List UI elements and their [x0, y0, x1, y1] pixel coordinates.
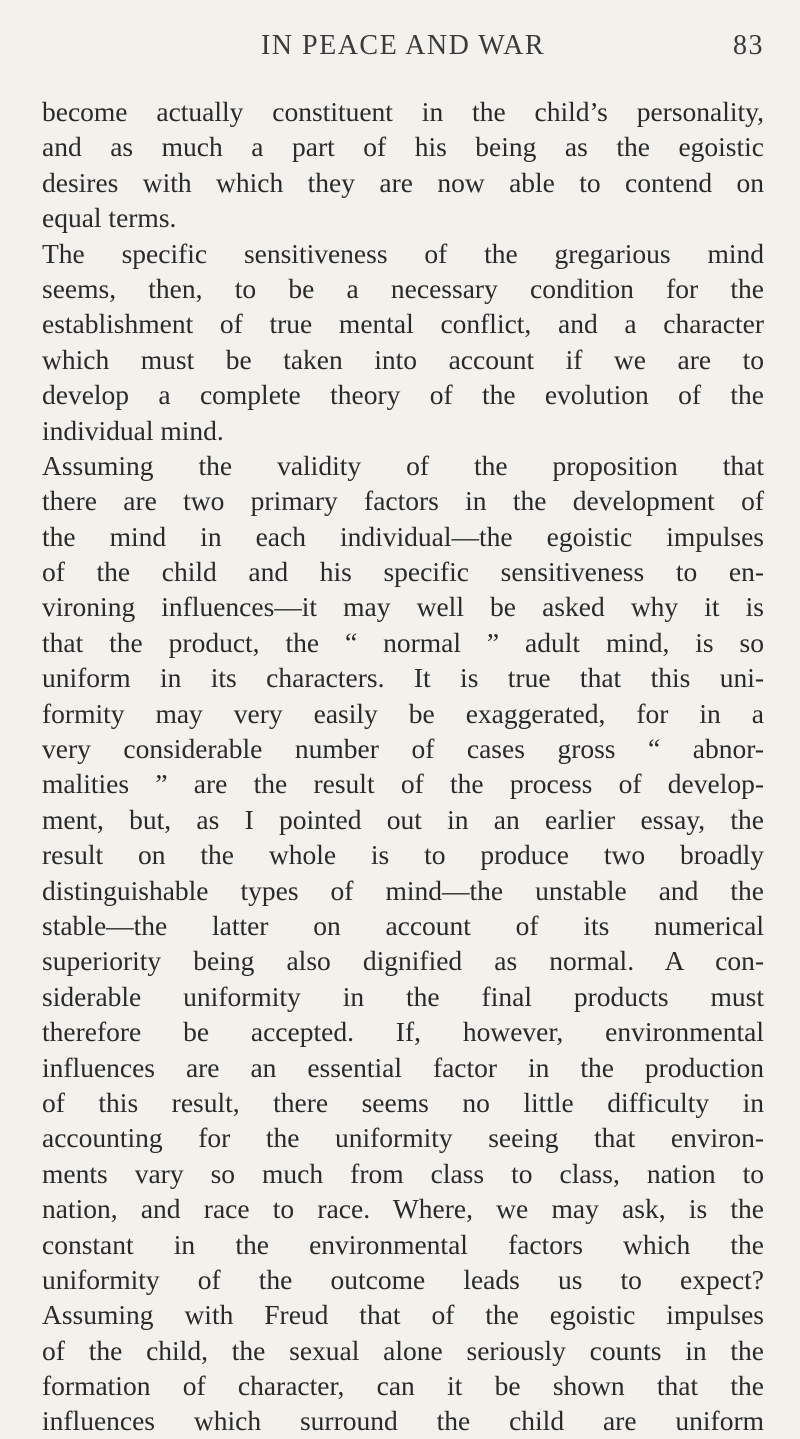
text-line: become actually constituent in the child’s personality,: [42, 96, 764, 127]
text-line: of the child, the sexual alone seriously counts in the: [42, 1334, 764, 1366]
text-line: vironing influences—it may well be asked why it is: [42, 591, 764, 623]
text-line: very considerable number of cases gross “ abnor-: [42, 733, 764, 765]
text-line: therefore be accepted. If, however, environmental: [42, 1016, 764, 1048]
text-line: malities ” are the result of the process of develop-: [42, 768, 764, 800]
text-line: formity may very easily be exaggerated, for in a: [42, 697, 764, 729]
text-line: and as much a part of his being as the egoistic: [42, 131, 764, 163]
text-line: siderable uniformity in the final products must: [42, 980, 764, 1012]
text-line: Assuming with Freud that of the egoistic impulses: [42, 1299, 764, 1331]
text-line: individual mind.: [42, 414, 224, 446]
text-line: influences are an essential factor in the production: [42, 1051, 764, 1083]
text-line: the mind in each individual—the egoistic impulses: [42, 520, 764, 552]
text-line: stable—the latter on account of its numerical: [42, 909, 764, 941]
text-line: that the product, the “ normal ” adult mind, is so: [42, 626, 764, 658]
text-line: constant in the environmental factors which the: [42, 1228, 764, 1260]
text-line: ments vary so much from class to class, nation to: [42, 1157, 764, 1189]
text-line: ment, but, as I pointed out in an earlier essay, the: [42, 803, 764, 835]
text-line: there are two primary factors in the development of: [42, 485, 764, 517]
body-text: [42, 94, 764, 1439]
text-line: equal terms.: [42, 202, 177, 234]
text-line: formation of character, can it be shown that the: [42, 1370, 764, 1402]
running-head: [42, 30, 764, 70]
text-line: establishment of true mental conflict, and a character: [42, 308, 764, 340]
text-line: uniformity of the outcome leads us to expect?: [42, 1263, 764, 1295]
text-line: accounting for the uniformity seeing that environ-: [42, 1122, 764, 1154]
text-line: Assuming the validity of the proposition that: [42, 449, 764, 481]
text-line: superiority being also dignified as normal. A con-: [42, 945, 764, 977]
text-line: develop a complete theory of the evolution of the: [42, 379, 764, 411]
text-line: result on the whole is to produce two broadly: [42, 839, 764, 871]
page-number: 83: [733, 30, 764, 61]
text-line: uniform in its characters. It is true that this uni-: [42, 662, 764, 694]
text-line: The specific sensitiveness of the gregarious mind: [42, 237, 764, 269]
text-line: influences which surround the child are uniform: [42, 1405, 764, 1437]
text-line: nation, and race to race. Where, we may ask, is the: [42, 1193, 764, 1225]
text-line: desires with which they are now able to contend on: [42, 166, 764, 198]
text-line: of the child and his specific sensitiveness to en-: [42, 556, 764, 588]
text-line: seems, then, to be a necessary condition for the: [42, 272, 764, 304]
text-line: which must be taken into account if we are to: [42, 343, 764, 375]
text-line: distinguishable types of mind—the unstable and the: [42, 874, 764, 906]
book-page: [42, 30, 764, 1439]
text-line: of this result, there seems no little difficulty in: [42, 1086, 764, 1118]
running-title: IN PEACE AND WAR: [260, 30, 546, 61]
